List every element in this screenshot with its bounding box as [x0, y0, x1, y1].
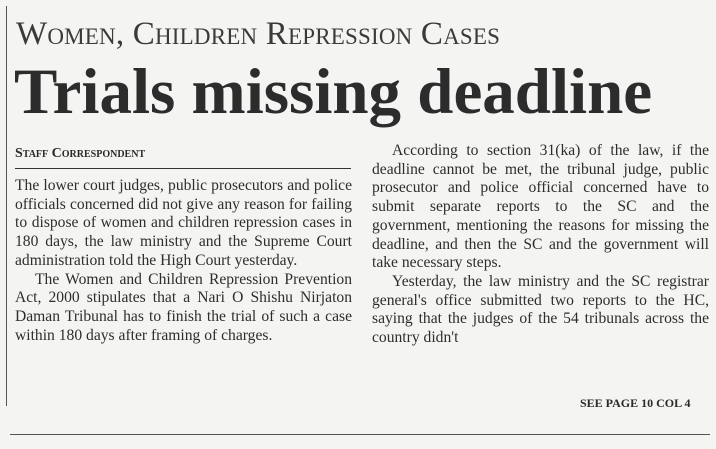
paragraph: The lower court judges, public prosecutors and police officials concerned did not give any reason for failing to dispose of women and children repression cases in 180 days, the law ministry and the Supreme Court administration told the High Court yesterday.: [15, 177, 352, 269]
byline-rule: [15, 168, 351, 169]
headline: Trials missing deadline: [14, 56, 653, 128]
left-column-rule: [6, 6, 7, 406]
continued-jump-line[interactable]: SEE PAGE 10 COL 4: [580, 396, 691, 410]
paragraph: Yesterday, the law ministry and the SC registrar general's office submitted two reports to the HC, saying that the judges of the 54 tribunals across the country didn't: [372, 272, 709, 347]
paragraph: According to section 31(ka) of the law, if the deadline cannot be met, the tribunal judge, public prosecutor and police official concerned have to submit separate reports to the SC and the government, mentioning the reasons for missing the deadline, and then the SC and the government will take necessary steps.: [372, 142, 709, 272]
kicker: Women, Children Repression Cases: [16, 16, 501, 52]
bottom-rule: [10, 434, 710, 435]
article-column-right: [372, 142, 709, 348]
byline: Staff Correspondent: [15, 146, 146, 161]
paragraph: The Women and Children Repression Prevention Act, 2000 stipulates that a Nari O Shishu Nirjaton Daman Tribunal has to finish the trial of such a case within 180 days after framing of charges.: [15, 270, 352, 344]
article-column-left: [15, 177, 352, 345]
